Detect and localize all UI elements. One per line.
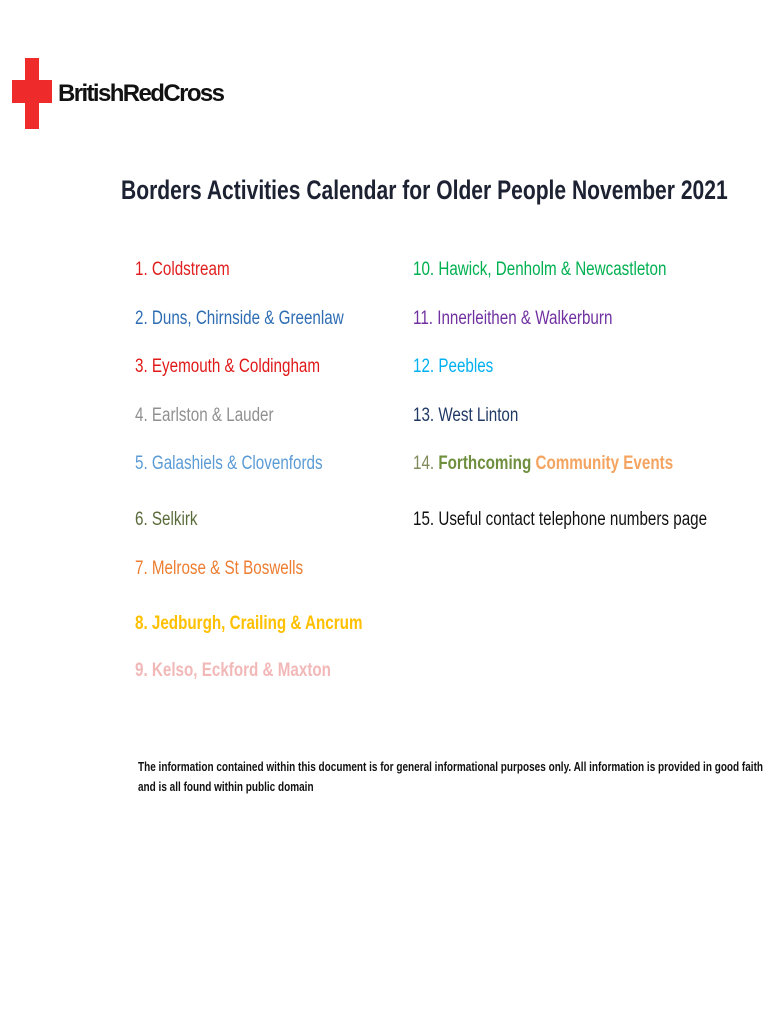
disclaimer-line-2: and is all found within public domain [138, 780, 314, 794]
list-item-selkirk: 6. Selkirk [135, 509, 198, 530]
list-item-west-linton: 13. West Linton [413, 405, 519, 426]
list-item-community-events [413, 452, 673, 476]
list-item-contact-numbers: 15. Useful contact telephone numbers page [413, 509, 708, 530]
list-item-earlston: 4. Earlston & Lauder [135, 405, 274, 426]
list-item-galashiels: 5. Galashiels & Clovenfords [135, 453, 323, 474]
list-item-peebles: 12. Peebles [413, 356, 494, 377]
red-cross-icon [12, 58, 52, 129]
list-item-coldstream: 1. Coldstream [135, 259, 230, 280]
list-item-innerleithen: 11. Innerleithen & Walkerburn [413, 308, 613, 329]
community-events-label: Community Events [535, 453, 674, 474]
list-item-melrose: 7. Melrose & St Boswells [135, 558, 304, 579]
list-item-eyemouth: 3. Eyemouth & Coldingham [135, 356, 321, 377]
list-item-number: 14. [413, 453, 435, 474]
disclaimer-line-1: The information contained within this document is for general informational purposes only. All information is provided in good faith [138, 760, 764, 774]
forthcoming-label: Forthcoming [438, 453, 532, 474]
british-red-cross-logo [12, 58, 224, 130]
list-item-hawick: 10. Hawick, Denholm & Newcastleton [413, 259, 667, 280]
list-item-jedburgh: 8. Jedburgh, Crailing & Ancrum [135, 613, 363, 634]
logo-wordmark: BritishRedCross [58, 80, 224, 107]
disclaimer [138, 757, 764, 797]
list-item-duns: 2. Duns, Chirnside & Greenlaw [135, 308, 344, 329]
page-title: Borders Activities Calendar for Older People November 2021 [121, 175, 728, 205]
list-item-kelso: 9. Kelso, Eckford & Maxton [135, 660, 331, 681]
